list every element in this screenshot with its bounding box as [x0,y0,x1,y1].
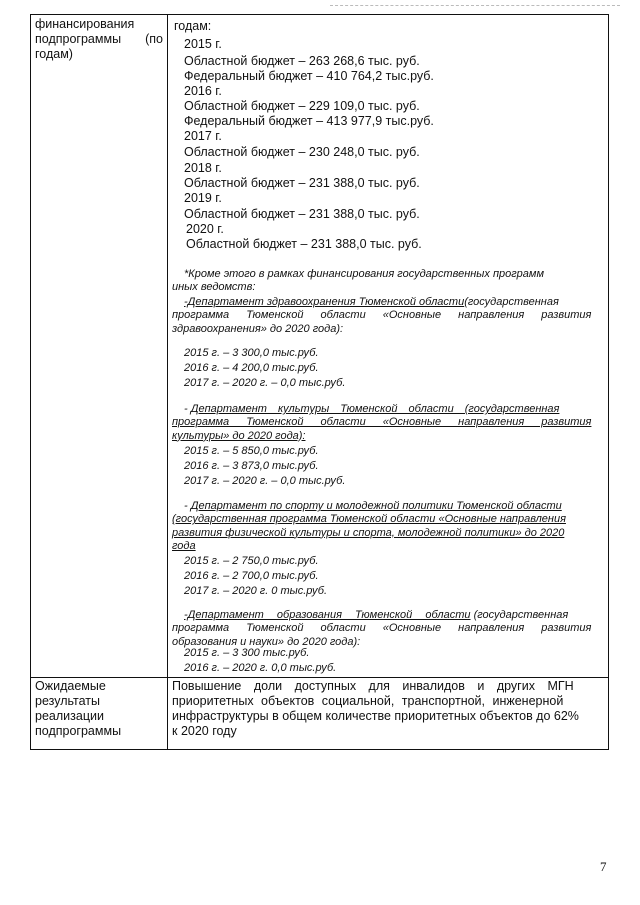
regional-budget-2020: Областной бюджет – 231 388,0 тыс. руб. [186,237,422,251]
label-line: реализации [35,709,104,723]
regional-budget-2016: Областной бюджет – 229 109,0 тыс. руб. [184,99,420,113]
year-2016: 2016 г. [184,84,222,98]
sport-2016: 2016 г. – 2 700,0 тыс.руб. [184,570,319,582]
label-line: Ожидаемые [35,679,106,693]
results-line: инфраструктуры в общем количестве приоритетных объектов до 62% [172,709,579,723]
results-line: к 2020 году [172,724,237,738]
health-department-block [172,296,604,336]
health-2017-2020: 2017 г. – 2020 г. – 0,0 тыс.руб. [184,377,346,389]
year-2018: 2018 г. [184,161,222,175]
federal-budget-2015: Федеральный бюджет – 410 764,2 тыс.руб. [184,69,434,83]
agency-line: программа Тюменской области «Основные направления развития [172,622,592,635]
agency-heading [184,296,559,309]
agency-line [172,296,604,309]
regional-budget-2018: Областной бюджет – 231 388,0 тыс. руб. [184,176,420,190]
top-dashed-rule [330,5,620,6]
row-divider [31,677,608,678]
agency-name: Департамент культуры Тюменской области (государственная [190,403,560,415]
agency-line [172,609,604,622]
education-department-block [172,609,604,649]
agency-name: -Департамент образования Тюменской области [184,609,471,621]
intro-line [172,268,604,281]
culture-department-block [172,403,604,443]
label-word: (по [145,32,163,46]
year-2019: 2019 г. [184,191,222,205]
agency-dash: - [184,500,191,512]
expected-results-cell [172,679,604,739]
label-line: результаты [35,694,100,708]
budget-lead: годам: [174,19,212,33]
column-divider [167,15,168,749]
label-line: годам) [35,47,73,61]
results-line: приоритетных объектов социальной, транспортной, инженерной [172,694,564,708]
regional-budget-2017: Областной бюджет – 230 248,0 тыс. руб. [184,145,420,159]
agency-line: культуры» до 2020 года): [172,429,306,442]
label-line: финансирования [35,17,135,31]
federal-budget-2016: Федеральный бюджет – 413 977,9 тыс.руб. [184,114,434,128]
sport-2017-2020: 2017 г. – 2020 г. 0 тыс.руб. [184,585,328,597]
education-2016-2020: 2016 г. – 2020 г. 0,0 тыс.руб. [184,662,337,674]
sport-department-block [172,500,604,553]
health-2016: 2016 г. – 4 200,0 тыс.руб. [184,362,319,374]
agency-line: (государственная программа Тюменской области «Основные направления [172,513,566,526]
agency-line: года [172,539,196,552]
financing-label-cell [35,17,163,62]
regional-budget-2019: Областной бюджет – 231 388,0 тыс. руб. [184,207,420,221]
financing-content-cell [172,15,604,675]
education-2015: 2015 г. – 3 300 тыс.руб. [184,647,310,659]
agency-line: развития физической культуры и спорта, молодежной политики» до 2020 [172,526,565,539]
expected-results-label-cell [35,679,163,739]
culture-2017-2020: 2017 г. – 2020 г. – 0,0 тыс.руб. [184,475,346,487]
agency-line [172,500,604,513]
page-number: 7 [600,859,607,874]
other-agencies-intro [172,268,604,295]
agency-line: здравоохранения» до 2020 года): [172,322,344,335]
culture-2015: 2015 г. – 5 850,0 тыс.руб. [184,445,319,457]
agency-line: программа Тюменской области «Основные направления развития [172,309,592,322]
agency-text: (государственная [470,609,569,621]
agency-name: Департамент по спорту и молодежной политики Тюменской области [190,500,562,512]
sport-2015: 2015 г. – 2 750,0 тыс.руб. [184,555,319,567]
health-2015: 2015 г. – 3 300,0 тыс.руб. [184,347,319,359]
intro-text: *Кроме этого в рамках финансирования государственных программ [184,268,544,280]
financing-table [30,14,609,750]
year-2015: 2015 г. [184,37,222,51]
agency-dash: - [184,403,191,415]
agency-text: (государственная [464,296,559,308]
results-line: Повышение доли доступных для инвалидов и других МГН [172,679,574,693]
agency-line [172,403,604,416]
agency-line: программа Тюменской области «Основные направления развития [172,416,592,429]
year-2020: 2020 г. [186,222,224,236]
regional-budget-2015: Областной бюджет – 263 268,6 тыс. руб. [184,54,420,68]
label-word: подпрограммы [35,32,122,46]
culture-2016: 2016 г. – 3 873,0 тыс.руб. [184,460,319,472]
year-2017: 2017 г. [184,129,222,143]
agency-name: -Департамент здравоохранения Тюменской области [184,296,465,308]
label-line: подпрограммы [35,724,122,738]
agency-line: образования и науки» до 2020 года): [172,635,361,648]
label-line [35,32,163,47]
intro-line: иных ведомств: [172,281,256,294]
